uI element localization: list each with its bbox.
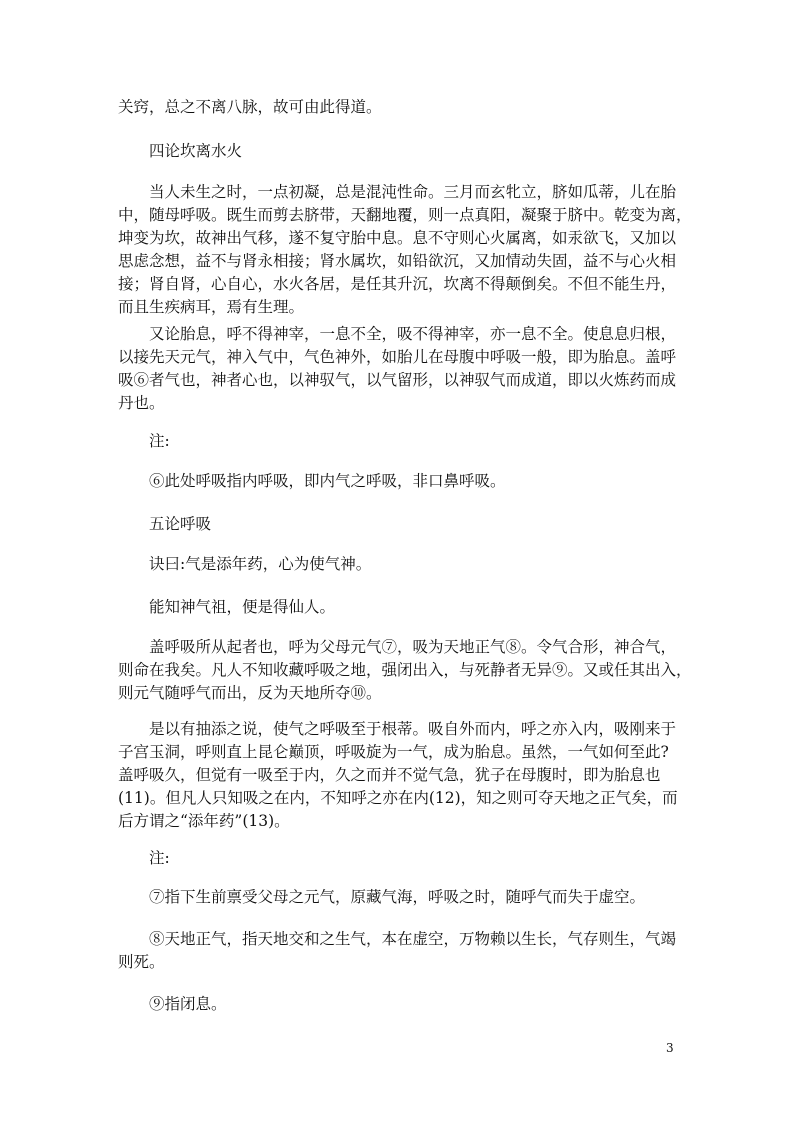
text-line: 子宫玉洞，呼则直上昆仑巅顶，呼吸旋为一气，成为胎息。虽然，一气如何至此? (118, 743, 669, 761)
text-line: 五论呼吸 (149, 515, 212, 533)
paragraph (118, 553, 678, 576)
paragraph (118, 181, 692, 319)
text-line: 盖呼吸所从起者也，呼为父母元气⑦，吸为天地正气⑧。令气合形，神合气， (149, 638, 677, 656)
text-line: ⑨指闭息。 (149, 995, 227, 1013)
text-line: 吸⑥者气也，神者心也，以神驭气，以气留形，以神驭气而成道，即以火炼药而成 (118, 371, 677, 389)
text-line: 当人未生之时，一点初凝，总是混沌性命。三月而玄牝立，脐如瓜蒂，儿在胎 (149, 183, 677, 201)
paragraph (118, 140, 678, 163)
text-line: 盖呼吸久，但觉有一吸至于内，久之而并不觉气急，犹子在母腹时，即为胎息也 (118, 766, 661, 784)
paragraph (118, 323, 678, 415)
text-line: 关窍，总之不离八脉，故可由此得道。 (118, 98, 382, 116)
text-line: ⑧天地正气，指天地交和之生气，本在虚空，万物赖以生长，气存则生，气竭 (149, 930, 677, 948)
text-line: 接；肾自肾，心自心，水火各居，是任其升沉，坎离不得颠倒矣。不但不能生丹， (118, 275, 677, 293)
text-line: 坤变为坎，故神出气移，遂不复守胎中息。息不守则心火属离，如汞欲飞，又加以 (118, 229, 677, 247)
text-line: 则命在我矣。凡人不知收藏呼吸之地，强闭出入，与死静者无异⑨。又或任其出入， (118, 661, 692, 679)
paragraph (118, 847, 678, 870)
text-line: 是以有抽添之说，使气之呼吸至于根蒂。吸自外而内，呼之亦入内，吸刚来于 (149, 720, 677, 738)
paragraph (118, 928, 678, 974)
paragraph (118, 718, 678, 833)
paragraph (118, 96, 678, 119)
text-line: 又论胎息，呼不得神宰，一息不全，吸不得神宰，亦一息不全。使息息归根， (149, 325, 677, 343)
text-line: 丹也。 (118, 394, 165, 412)
text-line: ⑦指下生前禀受父母之元气，原藏气海，呼吸之时，随呼气而失于虚空。 (149, 888, 646, 906)
text-line: 诀曰:气是添年药，心为使气神。 (149, 555, 372, 573)
paragraph (118, 430, 678, 453)
text-line: 则死。 (118, 953, 165, 971)
text-line: (11)。但凡人只知吸之在内，不知呼之亦在内(12)，知之则可夺天地之正气矣，而 (118, 789, 678, 807)
paragraph (118, 470, 678, 493)
text-line: 能知神气祖，便是得仙人。 (149, 598, 336, 616)
text-line: 注: (149, 849, 170, 867)
text-line: ⑥此处呼吸指内呼吸，即内气之呼吸，非口鼻呼吸。 (149, 472, 506, 490)
paragraph (118, 636, 692, 705)
text-line: 思虑念想，益不与肾永相接；肾水属坎，如铅欲沉，又加情动失固，益不与心火相 (118, 252, 677, 270)
text-line: 则元气随呼气而出，反为天地所夺⑩。 (118, 684, 382, 702)
paragraph (118, 596, 678, 619)
paragraph (118, 886, 678, 909)
paragraph (118, 993, 678, 1016)
text-line: 四论坎离水火 (149, 142, 243, 160)
text-line: 后方谓之“添年药”(13)。 (118, 812, 290, 830)
page-number: 3 (666, 1041, 674, 1055)
text-line: 注: (149, 432, 170, 450)
paragraph (118, 513, 678, 536)
text-line: 而且生疾病耳，焉有生理。 (118, 298, 305, 316)
text-line: 中，随母呼吸。既生而剪去脐带，天翻地覆，则一点真阳，凝聚于脐中。乾变为离， (118, 206, 692, 224)
text-line: 以接先天元气，神入气中，气色神外，如胎儿在母腹中呼吸一般，即为胎息。盖呼 (118, 348, 677, 366)
